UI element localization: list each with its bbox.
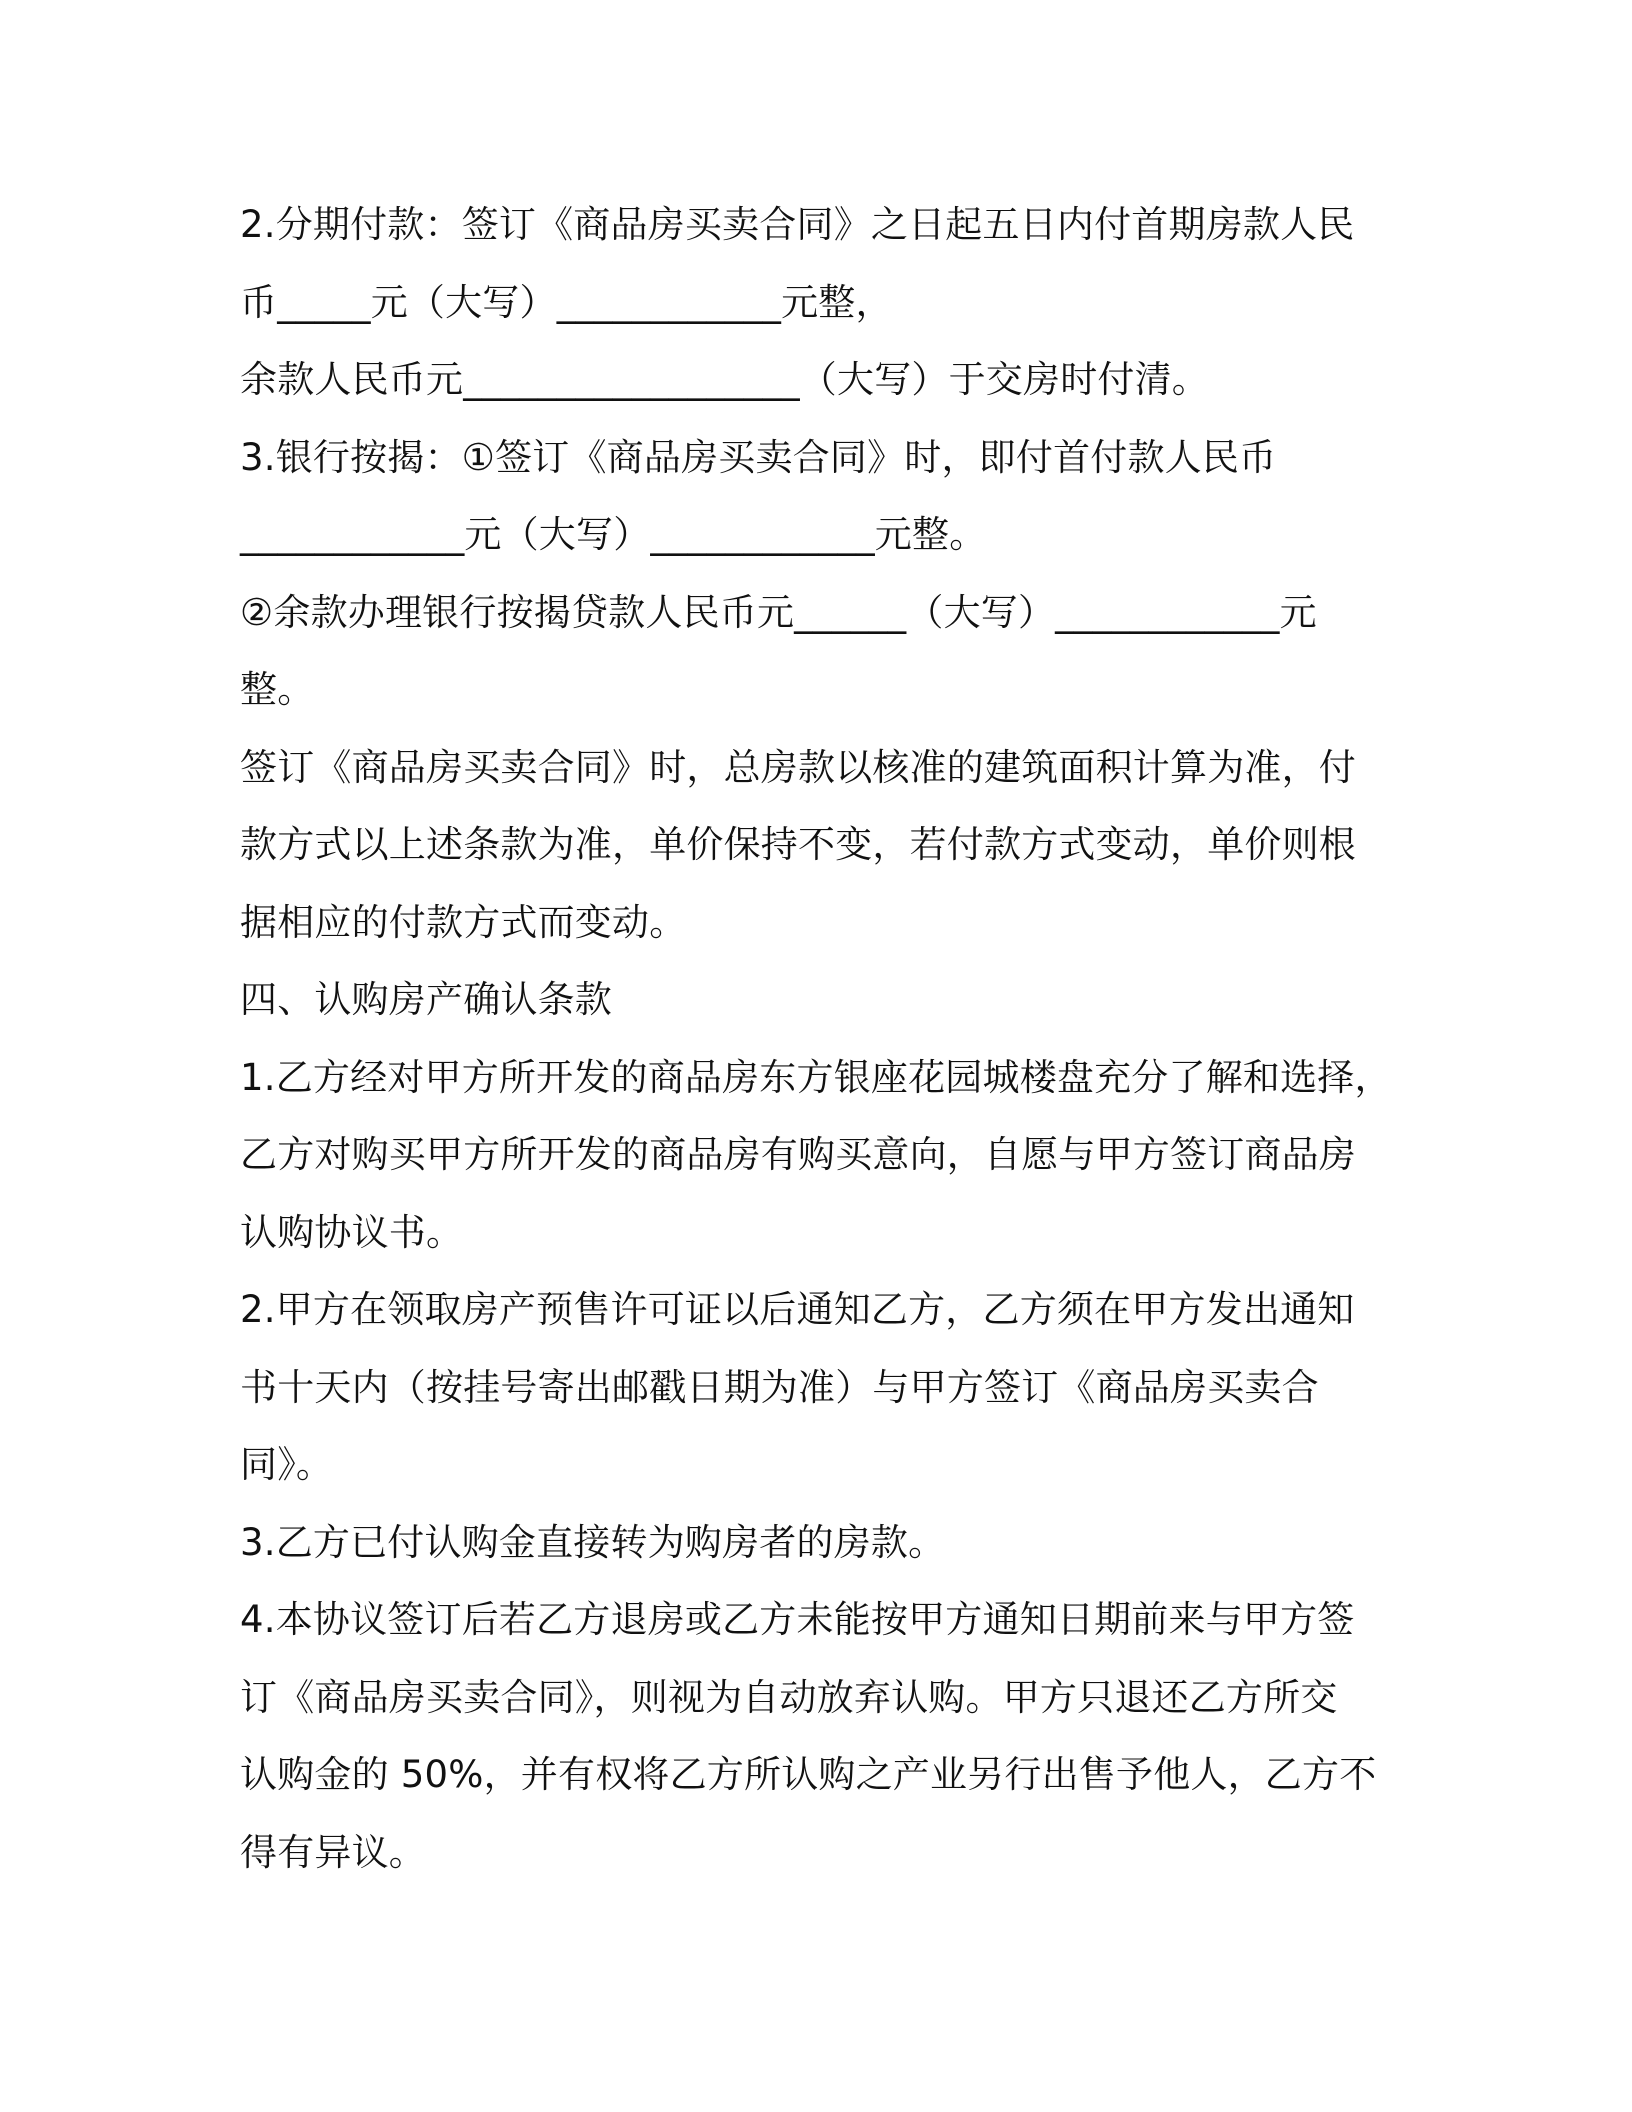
mortgage-line-3: ②余款办理银行按揭贷款人民币元______（大写）____________元 — [240, 590, 1317, 634]
document-body — [240, 186, 1400, 1891]
clause-2-line-2: 书十天内（按挂号寄出邮戳日期为准）与甲方签订《商品房买卖合 — [240, 1365, 1319, 1409]
mortgage-line-4: 整。 — [240, 668, 315, 711]
clause-1-line-2: 乙方对购买甲方所开发的商品房有购买意向，自愿与甲方签订商品房 — [240, 1133, 1356, 1176]
clause-2-line-1: 2.甲方在领取房产预售许可证以后通知乙方，乙方须在甲方发出通知 — [240, 1288, 1355, 1331]
price-note-line-2: 款方式以上述条款为准，单价保持不变，若付款方式变动，单价则根 — [240, 823, 1356, 866]
clause-4-line-2: 订《商品房买卖合同》，则视为自动放弃认购。甲方只退还乙方所交 — [240, 1675, 1338, 1719]
clause-4-line-3: 认购金的 50%，并有权将乙方所认购之产业另行出售予他人，乙方不 — [240, 1753, 1377, 1796]
clause-3-line-1: 3.乙方已付认购金直接转为购房者的房款。 — [240, 1520, 946, 1564]
clause-2-line-3: 同》。 — [240, 1443, 334, 1486]
installment-payment-line-3: 余款人民币元__________________（大写）于交房时付清。 — [240, 358, 1209, 401]
clause-1-line-1: 1.乙方经对甲方所开发的商品房东方银座花园城楼盘充分了解和选择， — [240, 1055, 1392, 1099]
installment-payment-line-2: 币_____元（大写）____________元整， — [240, 280, 893, 324]
mortgage-line-1: 3.银行按揭：①签订《商品房买卖合同》时，即付首付款人民币 — [240, 435, 1277, 479]
price-note-line-1: 签订《商品房买卖合同》时，总房款以核准的建筑面积计算为准，付 — [240, 745, 1356, 789]
mortgage-line-2: ____________元（大写）____________元整。 — [240, 513, 987, 556]
price-note-line-3: 据相应的付款方式而变动。 — [240, 900, 687, 944]
clause-4-line-1: 4.本协议签订后若乙方退房或乙方未能按甲方通知日期前来与甲方签 — [240, 1598, 1355, 1641]
installment-payment-line-1: 2.分期付款：签订《商品房买卖合同》之日起五日内付首期房款人民 — [240, 203, 1355, 246]
clause-1-line-3: 认购协议书。 — [240, 1210, 464, 1254]
section-heading: 四、认购房产确认条款 — [240, 978, 612, 1021]
clause-4-line-4: 得有异议。 — [240, 1830, 426, 1874]
